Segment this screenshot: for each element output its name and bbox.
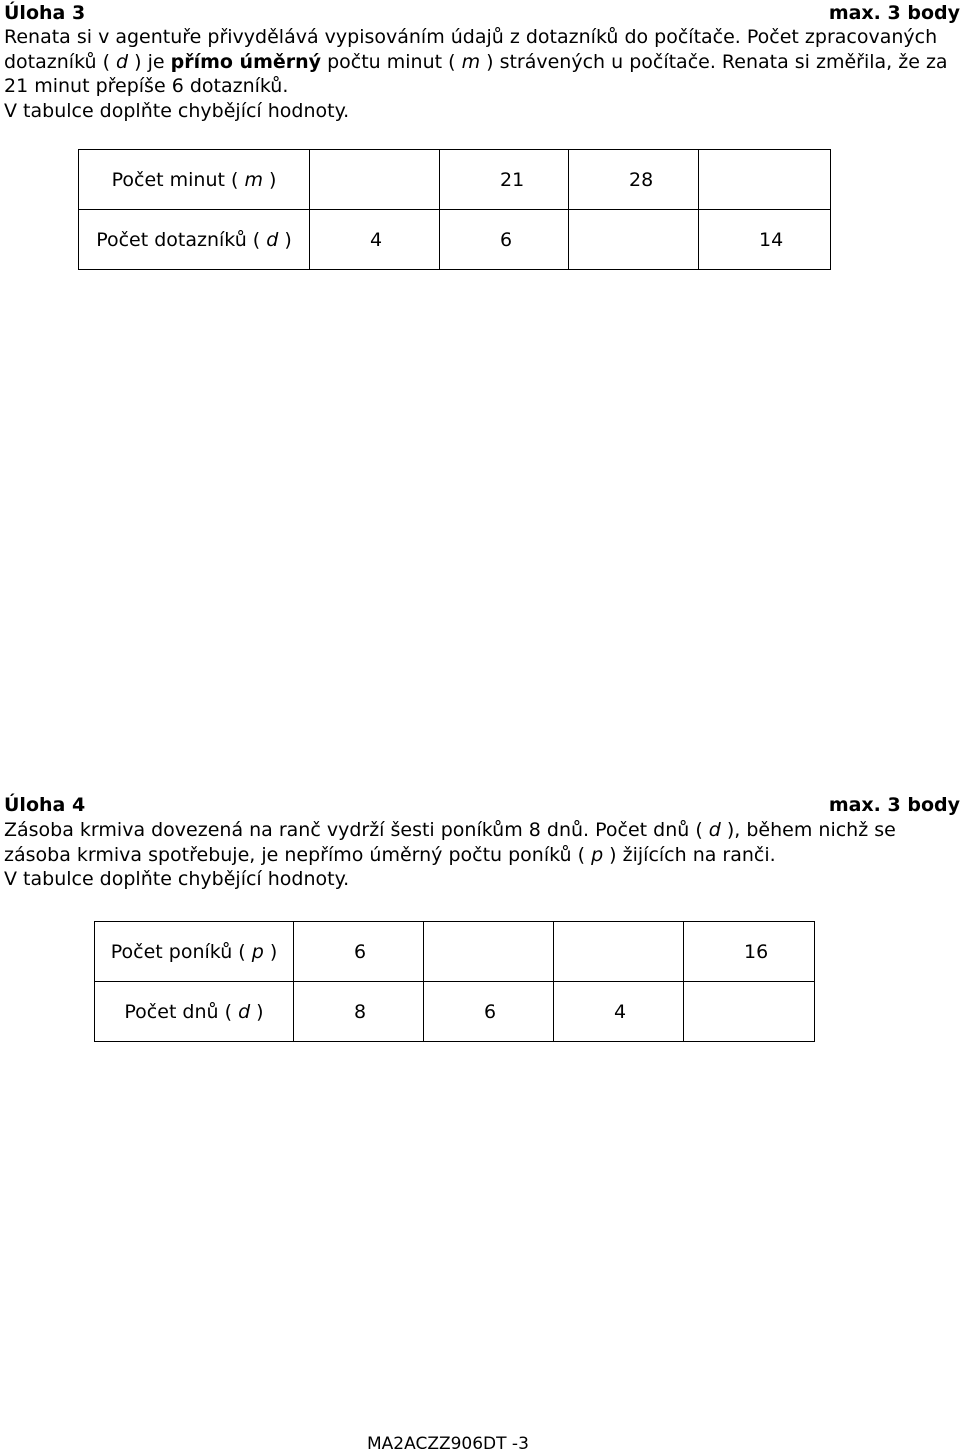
- table-cell[interactable]: [569, 210, 699, 270]
- table-cell[interactable]: 8: [294, 982, 424, 1042]
- table-cell[interactable]: 21: [440, 150, 569, 210]
- table-row: [79, 150, 831, 210]
- task3-line-2: dotazníků ( d ) je přímo úměrný počtu minut ( m ) strávených u počítače. Renata si změřila, že za: [4, 50, 948, 73]
- table-cell[interactable]: 4: [310, 210, 440, 270]
- task3-points: max. 3 body: [828, 2, 960, 24]
- task4-title: Úloha 4: [4, 794, 86, 816]
- table-cell[interactable]: 6: [424, 982, 554, 1042]
- table-cell[interactable]: 4: [554, 982, 684, 1042]
- table-cell[interactable]: [554, 922, 684, 982]
- task4-header: [0, 794, 960, 820]
- task4-table: [94, 921, 815, 1042]
- table-cell[interactable]: [310, 150, 440, 210]
- table-row: [95, 922, 815, 982]
- table-cell[interactable]: 6: [440, 210, 569, 270]
- task3-line-3: 21 minut přepíše 6 dotazníků.: [4, 75, 289, 97]
- task4-instruction: V tabulce doplňte chybějící hodnoty.: [4, 868, 350, 890]
- emphasis-direct-proportion: přímo úměrný: [170, 50, 322, 73]
- table-cell[interactable]: 6: [294, 922, 424, 982]
- table-row: [79, 210, 831, 270]
- table-cell[interactable]: 28: [569, 150, 699, 210]
- task3-instruction: V tabulce doplňte chybějící hodnoty.: [4, 99, 350, 122]
- table-cell[interactable]: [699, 150, 831, 210]
- task4-points: max. 3 body: [828, 794, 960, 816]
- task3-text: [4, 25, 948, 123]
- row-label-questionnaires: Počet dotazníků ( d ): [79, 210, 310, 270]
- table-cell[interactable]: [424, 922, 554, 982]
- row-label-minutes: Počet minut ( m ): [79, 150, 310, 210]
- task3-title: Úloha 3: [4, 2, 86, 24]
- table-cell[interactable]: 14: [699, 210, 831, 270]
- row-label-ponies: Počet poníků ( p ): [95, 922, 294, 982]
- row-label-days: Počet dnů ( d ): [95, 982, 294, 1042]
- table-cell[interactable]: [684, 982, 815, 1042]
- table-cell[interactable]: 16: [684, 922, 815, 982]
- page-footer-code: MA2ACZZ906DT -3: [367, 1434, 529, 1454]
- task4-line-1: Zásoba krmiva dovezená na ranč vydrží šesti poníkům 8 dnů. Počet dnů ( d ), během nichž se: [4, 819, 896, 841]
- task4-text: [4, 818, 934, 892]
- task3-line-1: Renata si v agentuře přivydělává vypisováním údajů z dotazníků do počítače. Počet zpracovaných: [4, 26, 938, 48]
- table-row: [95, 982, 815, 1042]
- task4-line-2: zásoba krmiva spotřebuje, je nepřímo úměrný počtu poníků ( p ) žijících na ranči.: [4, 843, 776, 866]
- task3-table: [78, 149, 831, 270]
